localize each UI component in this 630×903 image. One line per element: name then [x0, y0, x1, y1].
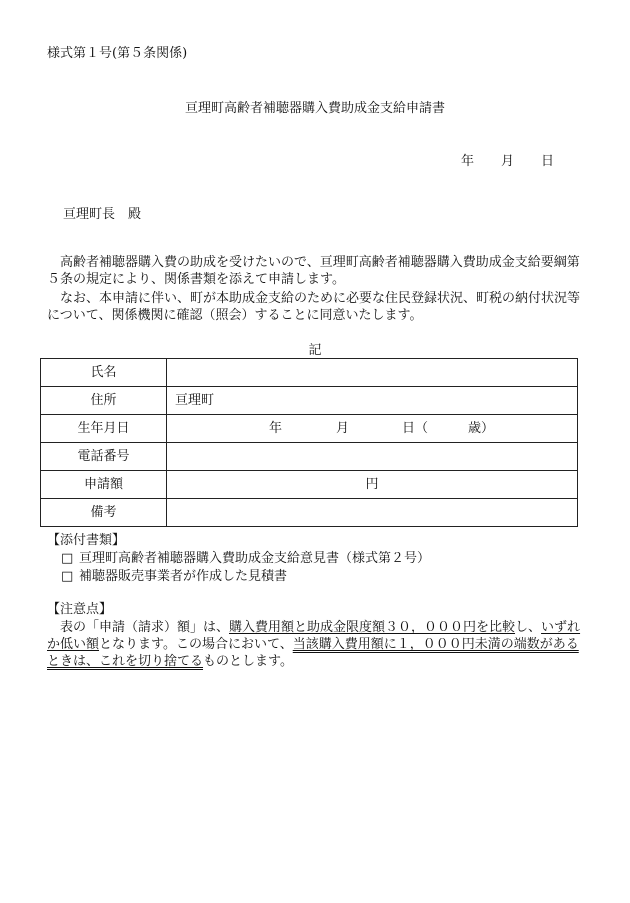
- note-emphasis: 購入費用額と助成金限度額３０，０００円を比較: [229, 620, 516, 635]
- row-phone: [41, 443, 578, 471]
- row-name: [41, 359, 578, 387]
- remarks-field[interactable]: [167, 499, 578, 527]
- amount-label: 申請額: [41, 471, 167, 499]
- phone-field[interactable]: [167, 443, 578, 471]
- dob-month: 月: [336, 421, 350, 436]
- address-field[interactable]: 亘理町: [167, 387, 578, 415]
- row-address: [41, 387, 578, 415]
- dob-age: 歳）: [468, 421, 495, 436]
- dob-year: 年: [269, 421, 283, 436]
- dob-day: 日（: [402, 421, 429, 436]
- name-label: 氏名: [41, 359, 167, 387]
- amount-unit: 円: [365, 477, 379, 492]
- name-field[interactable]: [167, 359, 578, 387]
- date-year: 年: [461, 154, 475, 169]
- row-remarks: [41, 499, 578, 527]
- addressee: 亘理町長 殿: [63, 207, 142, 222]
- note-emphasis: 当該購入費用額に１，０００円未満の端数があるときは、これを切り捨てる: [47, 637, 579, 669]
- page-title: 亘理町高齢者補聴器購入費助成金支給申請書: [184, 101, 445, 116]
- row-dob: [41, 415, 578, 443]
- paragraph-consent-text: なお、本申請に伴い、町が本助成金支給のために必要な住民登録状況、町税の納付状況等について、関係機関に確認（照会）することに同意いたします。: [47, 291, 581, 323]
- remarks-label: 備考: [41, 499, 167, 527]
- attachments-heading: 【添付書類】: [47, 533, 126, 548]
- address-label: 住所: [41, 387, 167, 415]
- row-amount: [41, 471, 578, 499]
- paragraph-request-text: 高齢者補聴器購入費の助成を受けたいので、亘理町高齢者補聴器購入費助成金支給要綱第５条の規定により、関係書類を添えて申請します。: [47, 255, 580, 287]
- phone-label: 電話番号: [41, 443, 167, 471]
- applicant-details-table: [40, 358, 578, 527]
- paragraph-consent: [47, 290, 587, 324]
- note-segment: ものとします。: [203, 654, 293, 669]
- date-month: 月: [501, 154, 515, 169]
- attachment-item-label: 補聴器販売事業者が作成した見積書: [79, 569, 288, 584]
- note-segment: となります。この場合において、: [99, 637, 293, 652]
- form-number: 様式第１号(第５条関係): [47, 46, 188, 61]
- checkbox-icon[interactable]: □: [61, 551, 74, 566]
- dob-label: 生年月日: [41, 415, 167, 443]
- note-segment: し、: [515, 620, 542, 635]
- attachment-item-label: 亘理町高齢者補聴器購入費助成金支給意見書（様式第２号）: [79, 551, 431, 566]
- note-emphasis: いずれか低い額: [47, 620, 581, 652]
- date-line: [461, 153, 554, 170]
- paragraph-request: [47, 254, 587, 288]
- attachment-item: [61, 568, 287, 585]
- date-day: 日: [541, 154, 555, 169]
- ki-heading: 記: [308, 343, 322, 358]
- checkbox-icon[interactable]: □: [61, 569, 74, 584]
- note-segment: 表の「申請（請求）額」は、: [60, 620, 230, 635]
- notes-text: [47, 619, 587, 670]
- notes-heading: 【注意点】: [47, 602, 113, 617]
- dob-field[interactable]: [167, 415, 578, 443]
- amount-field[interactable]: [167, 471, 578, 499]
- attachment-item: [61, 550, 430, 567]
